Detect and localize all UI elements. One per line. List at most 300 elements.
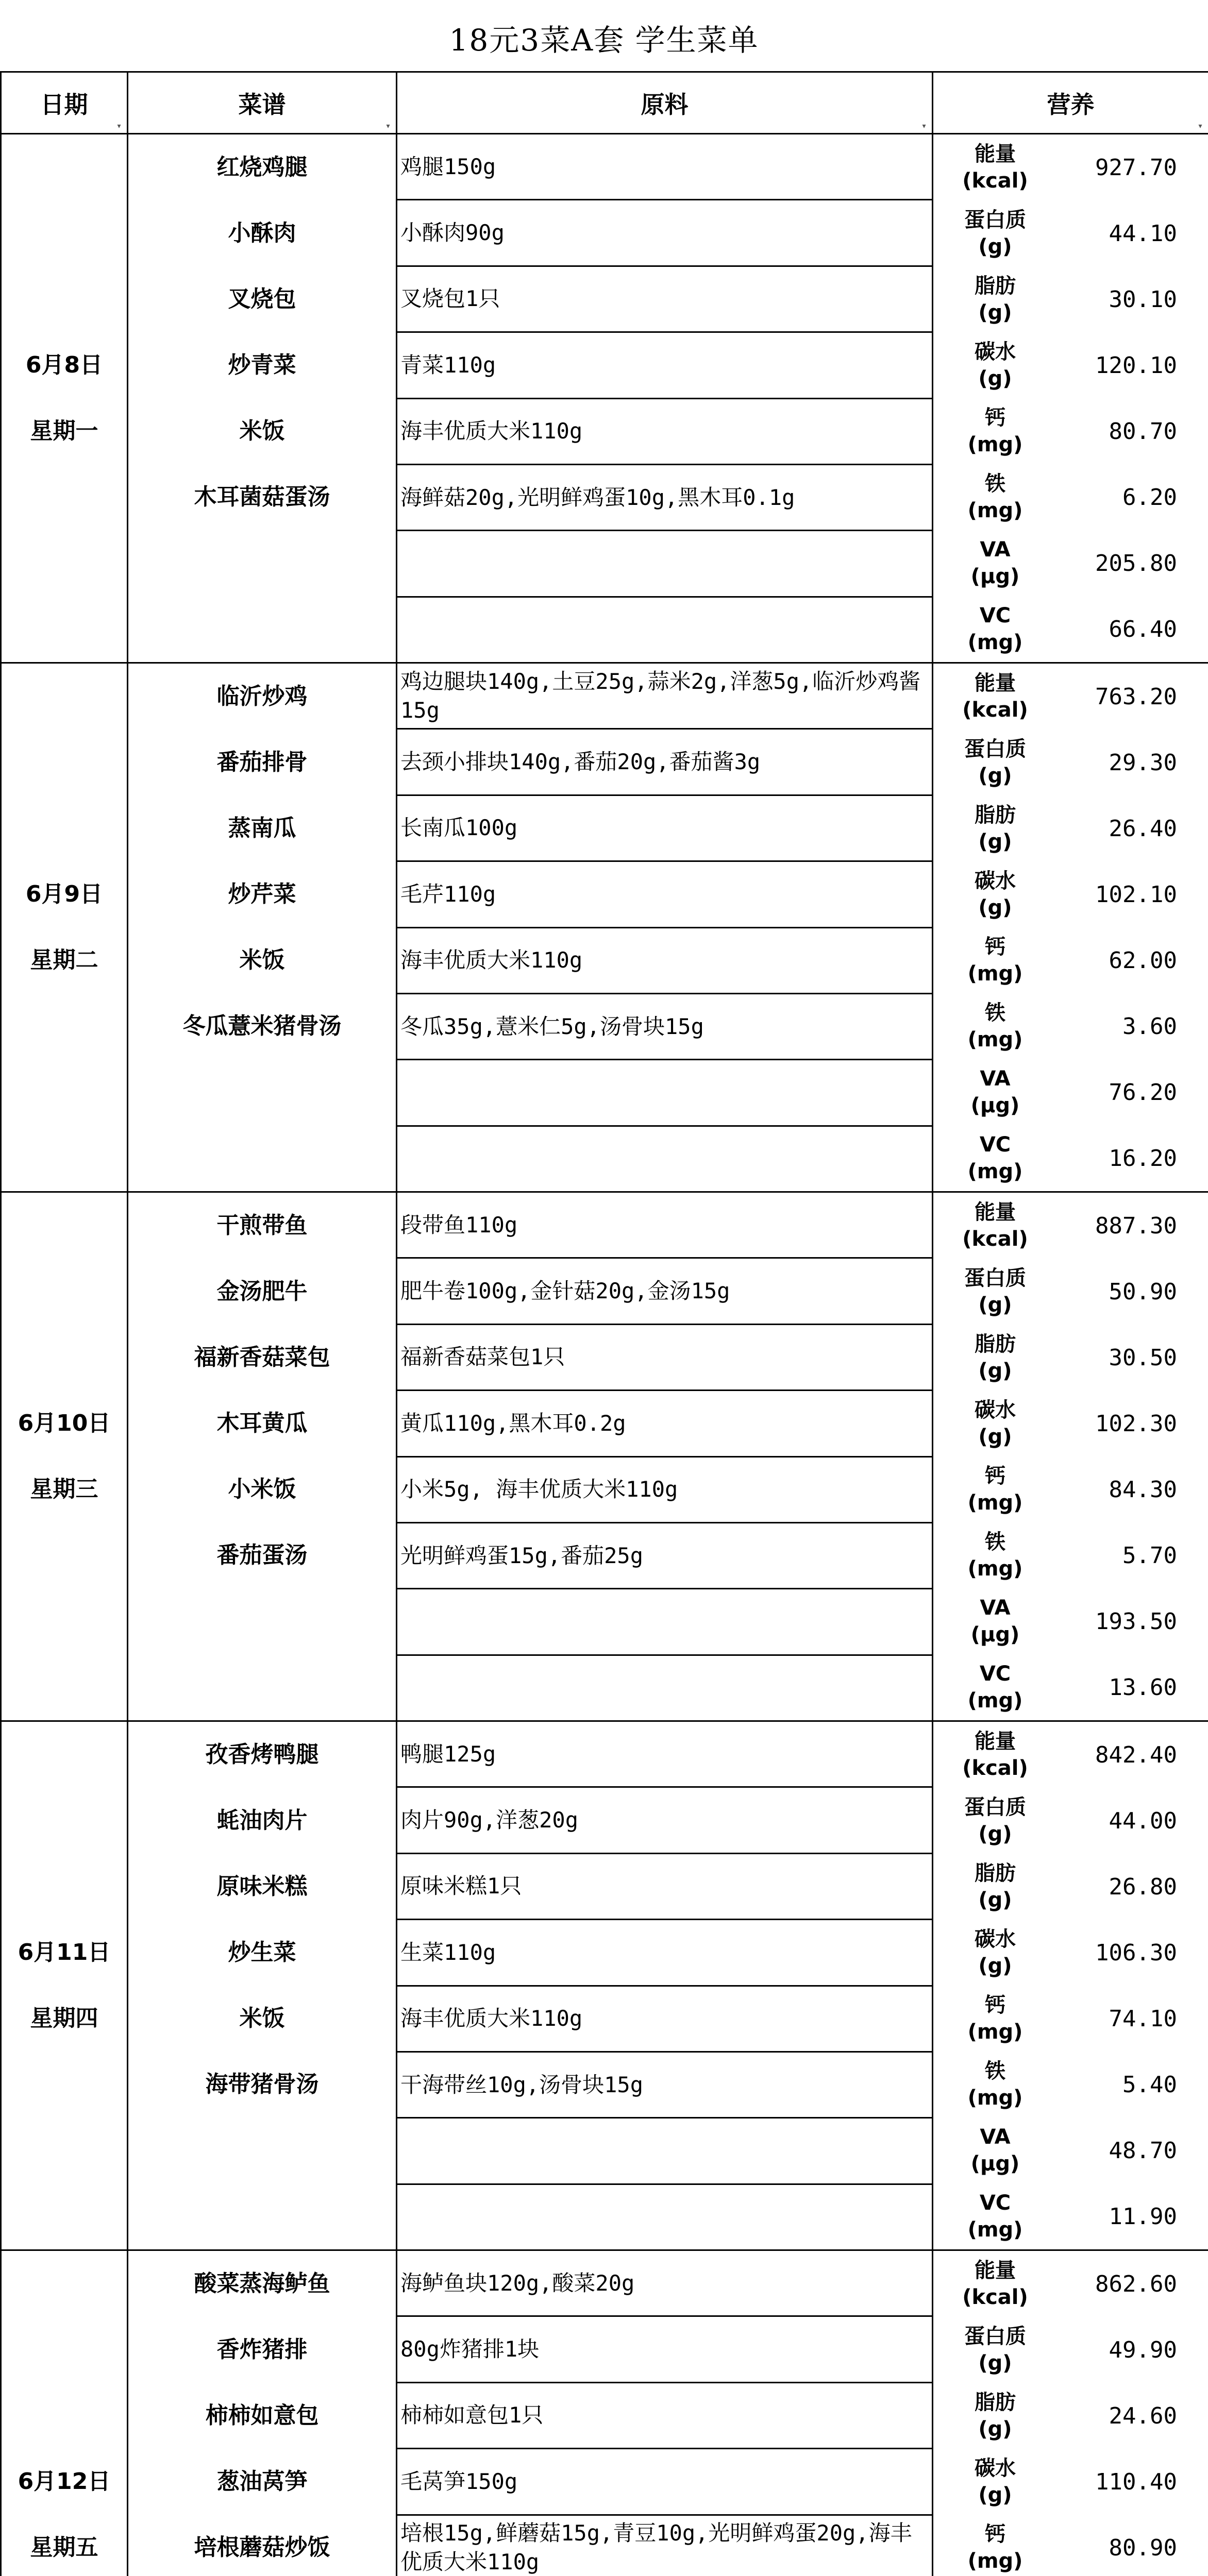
nutrition-label-name: 钙 bbox=[985, 1993, 1005, 2017]
nutrition-value: 842.40 bbox=[1095, 1741, 1177, 1768]
nutrition-row bbox=[933, 730, 1208, 795]
nutrition-label-name: 铁 bbox=[985, 2059, 1005, 2083]
dish-name: 木耳黄瓜 bbox=[216, 1410, 308, 1436]
ingredient-cell[interactable]: 长南瓜100g bbox=[397, 795, 933, 861]
nutrition-label-name: 钙 bbox=[985, 935, 1005, 959]
nutrition-value: 30.10 bbox=[1109, 286, 1177, 313]
ingredient-cell[interactable]: 海丰优质大米110g bbox=[397, 1986, 933, 2052]
header-dish[interactable] bbox=[128, 72, 397, 134]
nutrition-value: 11.90 bbox=[1109, 2203, 1177, 2230]
nutrition-label bbox=[933, 670, 1057, 723]
header-ingredients[interactable] bbox=[397, 72, 933, 134]
nutrition-cell[interactable] bbox=[933, 2250, 1208, 2576]
filter-dropdown-icon[interactable]: ▾ bbox=[922, 122, 926, 130]
nutrition-value: 862.60 bbox=[1095, 2270, 1177, 2297]
ingredient-cell[interactable] bbox=[397, 1589, 933, 1655]
ingredient-cell[interactable]: 黄瓜110g,黑木耳0.2g bbox=[397, 1391, 933, 1456]
ingredient-cell[interactable]: 叉烧包1只 bbox=[397, 266, 933, 332]
nutrition-row bbox=[933, 2183, 1208, 2249]
nutrition-value: 48.70 bbox=[1109, 2137, 1177, 2164]
nutrition-label bbox=[933, 2323, 1057, 2377]
dish-name: 蚝油肉片 bbox=[216, 1807, 308, 1834]
dish-cell[interactable] bbox=[128, 1192, 397, 1721]
nutrition-label-unit: (mg) bbox=[967, 1491, 1023, 1515]
nutrition-value: 62.00 bbox=[1109, 947, 1177, 974]
nutrition-row bbox=[933, 2117, 1208, 2183]
nutrition-label-unit: (mg) bbox=[967, 1689, 1023, 1713]
ingredient-cell[interactable]: 鸡腿150g bbox=[397, 134, 933, 200]
nutrition-label-name: VC bbox=[979, 1662, 1011, 1686]
nutrition-label-unit: (mg) bbox=[967, 433, 1023, 456]
dish-name: 冬瓜薏米猪骨汤 bbox=[182, 1013, 342, 1039]
ingredient-cell[interactable]: 毛芹110g bbox=[397, 861, 933, 927]
dish-cell[interactable] bbox=[128, 134, 397, 663]
dish-name: 海带猪骨汤 bbox=[205, 2071, 319, 2097]
nutrition-label-name: 蛋白质 bbox=[964, 1266, 1026, 1290]
nutrition-label-name: 脂肪 bbox=[975, 2391, 1016, 2414]
menu-table bbox=[0, 71, 1208, 2576]
nutrition-row bbox=[933, 2449, 1208, 2515]
nutrition-label-name: 碳水 bbox=[975, 1398, 1016, 1422]
nutrition-value: 763.20 bbox=[1095, 683, 1177, 710]
nutrition-label-name: VA bbox=[980, 1596, 1011, 1620]
nutrition-value: 102.10 bbox=[1095, 881, 1177, 908]
header-ingredients-label: 原料 bbox=[641, 90, 689, 118]
nutrition-label bbox=[933, 273, 1057, 326]
nutrition-row bbox=[933, 1654, 1208, 1720]
ingredient-cell[interactable] bbox=[397, 1655, 933, 1721]
dish-name: 孜香烤鸭腿 bbox=[205, 1741, 319, 1768]
nutrition-label-unit: (g) bbox=[978, 2351, 1012, 2375]
nutrition-label-name: 钙 bbox=[985, 406, 1005, 430]
dish-name: 炒芹菜 bbox=[228, 881, 296, 907]
table-row bbox=[1, 1192, 1208, 1258]
nutrition-value: 66.40 bbox=[1109, 616, 1177, 642]
nutrition-label-unit: (g) bbox=[978, 235, 1012, 259]
nutrition-label bbox=[933, 404, 1057, 458]
nutrition-label bbox=[933, 2521, 1057, 2574]
nutrition-label-name: 蛋白质 bbox=[964, 2325, 1026, 2348]
nutrition-value: 16.20 bbox=[1109, 1145, 1177, 1172]
nutrition-row bbox=[933, 2052, 1208, 2117]
nutrition-label bbox=[933, 1265, 1057, 1318]
nutrition-label-unit: (g) bbox=[978, 1888, 1012, 1912]
nutrition-row bbox=[933, 1391, 1208, 1456]
nutrition-label-unit: (kcal) bbox=[962, 2285, 1028, 2309]
nutrition-label bbox=[933, 1397, 1057, 1450]
nutrition-row bbox=[933, 1456, 1208, 1522]
nutrition-row bbox=[933, 2251, 1208, 2317]
nutrition-label bbox=[933, 602, 1057, 656]
dish-name bbox=[128, 1654, 396, 1720]
nutrition-row bbox=[933, 1259, 1208, 1325]
nutrition-row bbox=[933, 993, 1208, 1059]
nutrition-row bbox=[933, 2317, 1208, 2383]
weekday-label: 星期二 bbox=[30, 947, 98, 973]
nutrition-label-name: 脂肪 bbox=[975, 1332, 1016, 1356]
nutrition-label-name: VC bbox=[979, 604, 1011, 628]
ingredient-cell[interactable]: 肉片90g,洋葱20g bbox=[397, 1787, 933, 1853]
nutrition-label-name: VA bbox=[980, 538, 1011, 562]
dish-name bbox=[128, 596, 396, 662]
dish-name: 米饭 bbox=[239, 2005, 285, 2031]
nutrition-label-unit: (μg) bbox=[970, 1094, 1020, 1117]
nutrition-row bbox=[933, 332, 1208, 398]
header-nutrition[interactable] bbox=[933, 72, 1208, 134]
nutrition-label-unit: (μg) bbox=[970, 1623, 1020, 1647]
nutrition-label-unit: (kcal) bbox=[962, 1227, 1028, 1251]
nutrition-label bbox=[933, 802, 1057, 855]
ingredient-cell[interactable]: 培根15g,鲜蘑菇15g,青豆10g,光明鲜鸡蛋20g,海丰优质大米110g bbox=[397, 2515, 933, 2576]
dish-name: 葱油莴笋 bbox=[216, 2468, 308, 2495]
dish-name: 柿柿如意包 bbox=[205, 2402, 319, 2429]
nutrition-row bbox=[933, 1325, 1208, 1391]
dish-name: 原味米糕 bbox=[216, 1873, 308, 1900]
nutrition-value: 29.30 bbox=[1109, 749, 1177, 776]
nutrition-label bbox=[933, 999, 1057, 1053]
dish-name: 小米饭 bbox=[228, 1476, 296, 1502]
header-dish-label: 菜谱 bbox=[238, 90, 286, 118]
dish-name: 酸菜蒸海鲈鱼 bbox=[194, 2270, 330, 2297]
nutrition-row bbox=[933, 596, 1208, 662]
nutrition-label-unit: (mg) bbox=[967, 2218, 1023, 2242]
dish-name: 番茄排骨 bbox=[216, 749, 308, 775]
dish-name: 炒青菜 bbox=[228, 352, 296, 378]
nutrition-row bbox=[933, 266, 1208, 332]
dish-name: 香炸猪排 bbox=[216, 2336, 308, 2363]
nutrition-label-unit: (mg) bbox=[967, 1160, 1023, 1183]
nutrition-label-name: 钙 bbox=[985, 2522, 1005, 2546]
nutrition-label-name: 能量 bbox=[975, 142, 1016, 166]
nutrition-row bbox=[933, 2515, 1208, 2576]
nutrition-label-unit: (g) bbox=[978, 830, 1012, 854]
nutrition-label bbox=[933, 2455, 1057, 2509]
nutrition-cell[interactable] bbox=[933, 1192, 1208, 1721]
nutrition-value: 44.10 bbox=[1109, 220, 1177, 247]
weekday-label: 星期一 bbox=[30, 418, 98, 444]
ingredient-cell[interactable] bbox=[397, 2118, 933, 2184]
nutrition-row bbox=[933, 2383, 1208, 2449]
ingredient-cell[interactable]: 海丰优质大米110g bbox=[397, 398, 933, 464]
table-row bbox=[1, 2250, 1208, 2316]
nutrition-label bbox=[933, 1728, 1057, 1782]
ingredient-cell[interactable]: 小米5g, 海丰优质大米110g bbox=[397, 1456, 933, 1522]
dish-cell[interactable] bbox=[128, 1721, 397, 2250]
nutrition-value: 80.70 bbox=[1109, 418, 1177, 445]
nutrition-label-unit: (mg) bbox=[967, 1557, 1023, 1581]
nutrition-value: 5.40 bbox=[1122, 2071, 1177, 2098]
nutrition-label bbox=[933, 1065, 1057, 1119]
nutrition-row bbox=[933, 861, 1208, 927]
filter-dropdown-icon[interactable]: ▾ bbox=[386, 122, 390, 130]
weekday-label: 星期三 bbox=[30, 1476, 98, 1502]
nutrition-label bbox=[933, 1463, 1057, 1516]
nutrition-label bbox=[933, 1529, 1057, 1582]
nutrition-value: 887.30 bbox=[1095, 1212, 1177, 1239]
nutrition-label-name: 能量 bbox=[975, 2259, 1016, 2282]
ingredient-cell[interactable]: 80g炸猪排1块 bbox=[397, 2316, 933, 2382]
nutrition-value: 76.20 bbox=[1109, 1079, 1177, 1106]
nutrition-label-unit: (g) bbox=[978, 764, 1012, 788]
date-label: 6月12日 bbox=[18, 2468, 111, 2495]
nutrition-label-name: 脂肪 bbox=[975, 803, 1016, 827]
nutrition-label-unit: (μg) bbox=[970, 2152, 1020, 2176]
nutrition-row bbox=[933, 530, 1208, 596]
header-date[interactable] bbox=[1, 72, 128, 134]
nutrition-label bbox=[933, 1199, 1057, 1252]
nutrition-value: 50.90 bbox=[1109, 1278, 1177, 1305]
dish-name: 小酥肉 bbox=[228, 220, 296, 246]
nutrition-label-name: VC bbox=[979, 1133, 1011, 1157]
nutrition-label bbox=[933, 2124, 1057, 2177]
nutrition-label-name: 脂肪 bbox=[975, 274, 1016, 298]
table-row bbox=[1, 134, 1208, 200]
nutrition-label bbox=[933, 141, 1057, 194]
nutrition-row bbox=[933, 464, 1208, 530]
ingredient-cell[interactable] bbox=[397, 1126, 933, 1192]
nutrition-label bbox=[933, 338, 1057, 392]
date-label: 6月11日 bbox=[18, 1939, 111, 1965]
nutrition-label-unit: (g) bbox=[978, 1954, 1012, 1978]
nutrition-row bbox=[933, 1854, 1208, 1920]
nutrition-row bbox=[933, 398, 1208, 464]
nutrition-label-name: 能量 bbox=[975, 1730, 1016, 1753]
nutrition-label-name: VA bbox=[980, 1067, 1011, 1091]
nutrition-label bbox=[933, 536, 1057, 590]
weekday-label: 星期四 bbox=[30, 2005, 98, 2031]
nutrition-row bbox=[933, 1788, 1208, 1854]
table-row bbox=[1, 1721, 1208, 1787]
dish-name bbox=[128, 2117, 396, 2183]
nutrition-value: 205.80 bbox=[1095, 550, 1177, 577]
nutrition-row bbox=[933, 1193, 1208, 1259]
dish-name bbox=[128, 1059, 396, 1125]
nutrition-label-name: 能量 bbox=[975, 1200, 1016, 1224]
nutrition-label-unit: (mg) bbox=[967, 2549, 1023, 2573]
ingredient-cell[interactable] bbox=[397, 1060, 933, 1126]
nutrition-label-unit: (kcal) bbox=[962, 1756, 1028, 1780]
ingredient-cell[interactable]: 鸭腿125g bbox=[397, 1721, 933, 1787]
nutrition-label-name: 铁 bbox=[985, 472, 1005, 496]
dish-name: 蒸南瓜 bbox=[228, 815, 296, 841]
nutrition-value: 927.70 bbox=[1095, 154, 1177, 181]
dish-cell[interactable] bbox=[128, 2250, 397, 2576]
date-label: 6月10日 bbox=[18, 1410, 111, 1436]
nutrition-row bbox=[933, 1522, 1208, 1588]
nutrition-value: 6.20 bbox=[1122, 484, 1177, 511]
dish-name bbox=[128, 1588, 396, 1654]
ingredient-cell[interactable]: 海丰优质大米110g bbox=[397, 927, 933, 993]
ingredient-cell[interactable]: 毛莴笋150g bbox=[397, 2449, 933, 2515]
nutrition-label-name: 蛋白质 bbox=[964, 208, 1026, 232]
nutrition-value: 26.80 bbox=[1109, 1873, 1177, 1900]
nutrition-label-name: 碳水 bbox=[975, 2456, 1016, 2480]
nutrition-label-unit: (g) bbox=[978, 301, 1012, 325]
nutrition-cell[interactable] bbox=[933, 1721, 1208, 2250]
ingredient-cell[interactable] bbox=[397, 597, 933, 663]
dish-cell[interactable] bbox=[128, 663, 397, 1192]
ingredient-cell[interactable]: 青菜110g bbox=[397, 332, 933, 398]
nutrition-row bbox=[933, 927, 1208, 993]
nutrition-row bbox=[933, 795, 1208, 861]
dish-name: 干煎带鱼 bbox=[216, 1212, 308, 1239]
nutrition-label-name: 碳水 bbox=[975, 1927, 1016, 1951]
ingredient-cell[interactable]: 鸡边腿块140g,土豆25g,蒜米2g,洋葱5g,临沂炒鸡酱15g bbox=[397, 663, 933, 729]
nutrition-cell[interactable] bbox=[933, 663, 1208, 1192]
nutrition-row bbox=[933, 1722, 1208, 1788]
dish-name: 叉烧包 bbox=[228, 286, 296, 312]
nutrition-label bbox=[933, 1926, 1057, 1979]
nutrition-value: 44.00 bbox=[1109, 1807, 1177, 1834]
weekday-label: 星期五 bbox=[30, 2534, 98, 2561]
nutrition-label-unit: (mg) bbox=[967, 2020, 1023, 2044]
nutrition-label-unit: (g) bbox=[978, 2417, 1012, 2441]
date-cell[interactable] bbox=[1, 1721, 128, 2250]
nutrition-label bbox=[933, 2190, 1057, 2243]
ingredient-cell[interactable] bbox=[397, 531, 933, 597]
nutrition-row bbox=[933, 1920, 1208, 1986]
nutrition-label-name: VA bbox=[980, 2125, 1011, 2149]
date-cell[interactable] bbox=[1, 1192, 128, 1721]
dish-name: 红烧鸡腿 bbox=[216, 154, 308, 180]
nutrition-label bbox=[933, 1794, 1057, 1848]
dish-name: 米饭 bbox=[239, 418, 285, 444]
nutrition-label-name: 蛋白质 bbox=[964, 1795, 1026, 1819]
header-date-label: 日期 bbox=[40, 90, 88, 118]
nutrition-label bbox=[933, 1595, 1057, 1648]
ingredient-cell[interactable]: 福新香菇菜包1只 bbox=[397, 1324, 933, 1390]
nutrition-label bbox=[933, 207, 1057, 260]
nutrition-label-name: 铁 bbox=[985, 1530, 1005, 1554]
dish-name bbox=[128, 530, 396, 596]
nutrition-label bbox=[933, 1992, 1057, 2045]
nutrition-label bbox=[933, 470, 1057, 524]
nutrition-label-name: VC bbox=[979, 2191, 1011, 2215]
nutrition-row bbox=[933, 664, 1208, 730]
nutrition-value: 30.50 bbox=[1109, 1344, 1177, 1371]
nutrition-label-unit: (g) bbox=[978, 1425, 1012, 1449]
nutrition-label-name: 脂肪 bbox=[975, 1861, 1016, 1885]
ingredient-cell[interactable]: 生菜110g bbox=[397, 1920, 933, 1986]
nutrition-label-name: 蛋白质 bbox=[964, 737, 1026, 761]
ingredient-cell[interactable]: 段带鱼110g bbox=[397, 1192, 933, 1258]
ingredient-cell[interactable]: 冬瓜35g,薏米仁5g,汤骨块15g bbox=[397, 993, 933, 1059]
nutrition-label bbox=[933, 2389, 1057, 2443]
date-label: 6月9日 bbox=[25, 881, 103, 907]
ingredient-cell[interactable]: 原味米糕1只 bbox=[397, 1853, 933, 1919]
nutrition-label-unit: (mg) bbox=[967, 1028, 1023, 1052]
date-label: 6月8日 bbox=[25, 352, 103, 378]
nutrition-row bbox=[933, 1059, 1208, 1125]
nutrition-label-name: 能量 bbox=[975, 671, 1016, 695]
nutrition-label-name: 铁 bbox=[985, 1001, 1005, 1025]
nutrition-label bbox=[933, 1331, 1057, 1384]
nutrition-label-unit: (mg) bbox=[967, 499, 1023, 522]
ingredient-cell[interactable] bbox=[397, 2184, 933, 2250]
nutrition-value: 26.40 bbox=[1109, 815, 1177, 842]
nutrition-label-name: 碳水 bbox=[975, 340, 1016, 364]
nutrition-label bbox=[933, 2058, 1057, 2111]
header-row bbox=[1, 72, 1208, 134]
nutrition-cell[interactable] bbox=[933, 134, 1208, 663]
nutrition-value: 84.30 bbox=[1109, 1476, 1177, 1503]
nutrition-label-unit: (mg) bbox=[967, 962, 1023, 986]
dish-name: 米饭 bbox=[239, 947, 285, 973]
nutrition-value: 193.50 bbox=[1095, 1608, 1177, 1635]
nutrition-label-unit: (kcal) bbox=[962, 698, 1028, 722]
date-cell[interactable] bbox=[1, 134, 128, 663]
nutrition-label-unit: (g) bbox=[978, 1822, 1012, 1846]
menu-body bbox=[1, 134, 1208, 2576]
nutrition-row bbox=[933, 200, 1208, 266]
nutrition-row bbox=[933, 1588, 1208, 1654]
nutrition-label-unit: (g) bbox=[978, 367, 1012, 391]
nutrition-value: 3.60 bbox=[1122, 1013, 1177, 1040]
dish-name bbox=[128, 1125, 396, 1191]
ingredient-cell[interactable]: 小酥肉90g bbox=[397, 200, 933, 266]
ingredient-cell[interactable]: 柿柿如意包1只 bbox=[397, 2382, 933, 2448]
ingredient-cell[interactable]: 海鲜菇20g,光明鲜鸡蛋10g,黑木耳0.1g bbox=[397, 464, 933, 530]
ingredient-cell[interactable]: 干海带丝10g,汤骨块15g bbox=[397, 2052, 933, 2117]
date-cell[interactable] bbox=[1, 2250, 128, 2576]
dish-name: 福新香菇菜包 bbox=[194, 1344, 330, 1370]
ingredient-cell[interactable]: 光明鲜鸡蛋15g,番茄25g bbox=[397, 1522, 933, 1588]
filter-dropdown-icon[interactable]: ▾ bbox=[117, 122, 121, 130]
ingredient-cell[interactable]: 海鲈鱼块120g,酸菜20g bbox=[397, 2250, 933, 2316]
dish-name: 炒生菜 bbox=[228, 1939, 296, 1965]
nutrition-value: 120.10 bbox=[1095, 352, 1177, 379]
nutrition-value: 102.30 bbox=[1095, 1410, 1177, 1437]
dish-name: 番茄蛋汤 bbox=[216, 1542, 308, 1568]
filter-dropdown-icon[interactable]: ▾ bbox=[1198, 122, 1202, 130]
dish-name bbox=[128, 2183, 396, 2249]
nutrition-label-unit: (μg) bbox=[970, 565, 1020, 588]
nutrition-label-unit: (g) bbox=[978, 1359, 1012, 1383]
nutrition-value: 74.10 bbox=[1109, 2005, 1177, 2032]
dish-name: 培根蘑菇炒饭 bbox=[194, 2534, 330, 2561]
date-cell[interactable] bbox=[1, 663, 128, 1192]
nutrition-value: 13.60 bbox=[1109, 1674, 1177, 1701]
nutrition-label-unit: (g) bbox=[978, 2483, 1012, 2507]
nutrition-label bbox=[933, 934, 1057, 987]
nutrition-row bbox=[933, 1125, 1208, 1191]
ingredient-cell[interactable]: 肥牛卷100g,金针菇20g,金汤15g bbox=[397, 1258, 933, 1324]
nutrition-value: 24.60 bbox=[1109, 2402, 1177, 2429]
nutrition-label bbox=[933, 1860, 1057, 1913]
nutrition-value: 5.70 bbox=[1122, 1542, 1177, 1569]
nutrition-label-name: 碳水 bbox=[975, 869, 1016, 893]
header-nutrition-label: 营养 bbox=[1047, 90, 1095, 118]
nutrition-label-name: 钙 bbox=[985, 1464, 1005, 1488]
nutrition-label bbox=[933, 1660, 1057, 1714]
menu-title: 18元3菜A套 学生菜单 bbox=[449, 23, 759, 58]
table-row bbox=[1, 663, 1208, 729]
dish-name: 金汤肥牛 bbox=[216, 1278, 308, 1304]
nutrition-label bbox=[933, 868, 1057, 921]
nutrition-row bbox=[933, 134, 1208, 200]
nutrition-label-unit: (g) bbox=[978, 896, 1012, 920]
nutrition-label-unit: (mg) bbox=[967, 631, 1023, 654]
nutrition-label bbox=[933, 1131, 1057, 1185]
nutrition-value: 110.40 bbox=[1095, 2468, 1177, 2495]
nutrition-label bbox=[933, 2257, 1057, 2311]
dish-name: 木耳菌菇蛋汤 bbox=[194, 484, 330, 510]
ingredient-cell[interactable]: 去颈小排块140g,番茄20g,番茄酱3g bbox=[397, 729, 933, 795]
nutrition-label bbox=[933, 736, 1057, 789]
nutrition-label-unit: (mg) bbox=[967, 2086, 1023, 2110]
nutrition-row bbox=[933, 1986, 1208, 2052]
nutrition-label-unit: (g) bbox=[978, 1293, 1012, 1317]
